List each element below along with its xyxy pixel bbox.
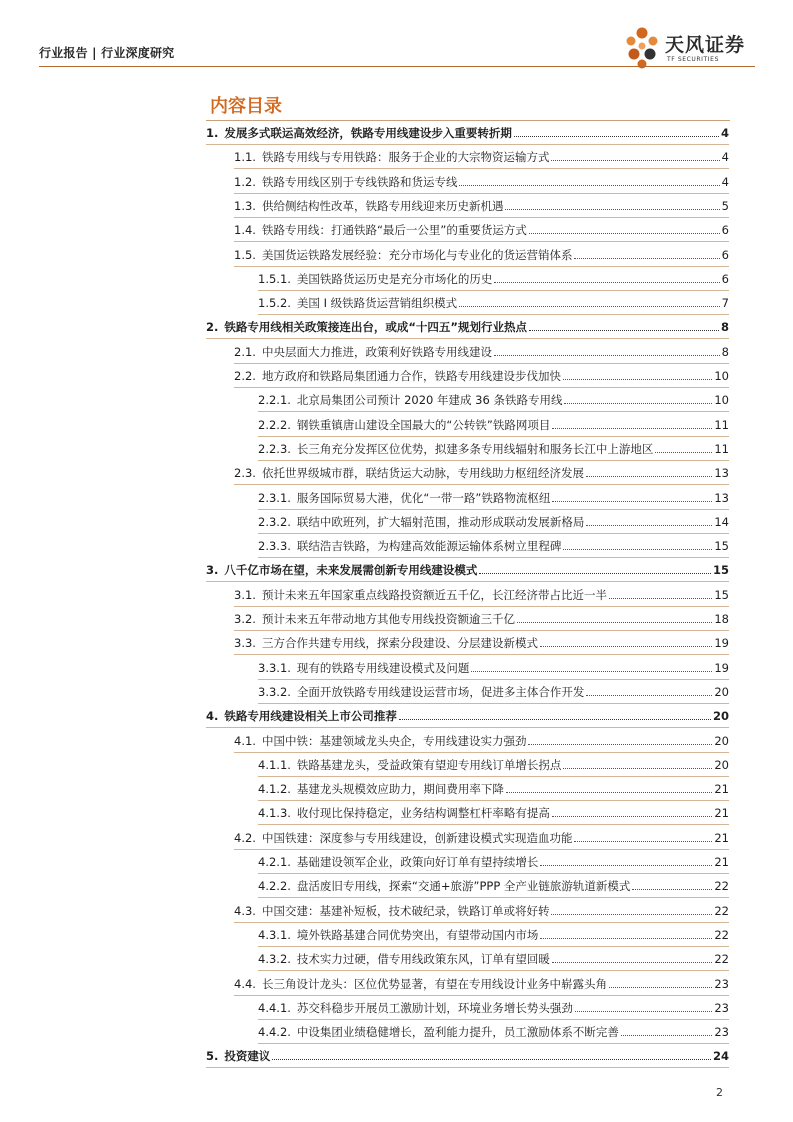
toc-entry-title: 现有的铁路专用线建设模式及问题: [296, 660, 470, 675]
toc-entry[interactable]: [258, 874, 729, 898]
toc-leader-dots: [272, 1058, 711, 1060]
toc-entry-number: 4.1.2.: [258, 782, 291, 797]
toc-entry[interactable]: [258, 291, 729, 315]
toc-entry-title: 联结浩吉铁路，为构建高效能源运输体系树立里程碑: [296, 539, 562, 554]
toc-entry-page: 13: [714, 466, 729, 481]
toc-entry-number: 4.2.1.: [258, 855, 291, 869]
toc-entry[interactable]: [234, 340, 729, 364]
toc-entry-title: 长三角充分发挥区位优势，拟建多条专用线辐射和服务长江中上游地区: [296, 441, 654, 456]
toc-entry[interactable]: [234, 461, 729, 485]
toc-entry-page: 13: [714, 490, 729, 505]
toc-entry[interactable]: [234, 170, 729, 194]
toc-entry[interactable]: [258, 923, 729, 947]
toc-entry-page: 21: [714, 855, 729, 869]
toc-entry-page: 21: [714, 830, 729, 845]
header-divider: [39, 66, 755, 67]
toc-entry-page: 6: [721, 223, 729, 238]
toc-leader-dots: [552, 500, 712, 502]
toc-entry-number: 4.4.: [234, 976, 256, 991]
toc-entry-title: 铁路专用线相关政策接连出台，或成“十四五”规划行业热点: [224, 320, 527, 335]
toc-leader-dots: [494, 354, 720, 356]
toc-leader-dots: [655, 451, 712, 453]
toc-entry-title: 长三角设计龙头：区位优势显著，有望在专用线设计业务中崭露头角: [261, 976, 607, 991]
toc-entry-page: 4: [720, 126, 729, 140]
toc-entry-title: 钢铁重镇唐山建设全国最大的“公转铁”铁路网项目: [296, 417, 551, 432]
toc-entry-page: 18: [714, 612, 729, 626]
toc-entry-title: 技术实力过硬，借专用线政策东风，订单有望回暖: [296, 952, 550, 967]
toc-entry-number: 2.3.3.: [258, 539, 291, 554]
toc-leader-dots: [506, 791, 712, 793]
toc-entry-page: 23: [714, 1000, 729, 1015]
toc-entry-page: 22: [714, 927, 729, 942]
toc-entry-number: 2.3.2.: [258, 514, 291, 529]
toc-entry-title: 铁路专用线与专用铁路：服务于企业的大宗物资运输方式: [261, 150, 550, 165]
toc-entry[interactable]: [206, 315, 729, 339]
toc-entry-number: 4.4.1.: [258, 1000, 291, 1015]
toc-entry-number: 4.2.2.: [258, 879, 291, 894]
toc-entry-title: 铁路专用线区别于专线铁路和货运专线: [261, 174, 458, 189]
toc-leader-dots: [540, 937, 712, 939]
toc-entry-title: 基建龙头规模效应助力，期间费用率下降: [296, 782, 504, 797]
toc-leader-dots: [529, 232, 720, 234]
toc-entry-title: 盘活废旧专用线，探索“交通+旅游”PPP 全产业链旅游轨道新模式: [296, 879, 631, 894]
toc-leader-dots: [563, 548, 712, 550]
toc-entry-number: 2.1.: [234, 344, 256, 359]
toc-entry-number: 1.3.: [234, 198, 256, 213]
toc-entry-title: 中央层面大力推进，政策利好铁路专用线建设: [261, 344, 492, 359]
toc-leader-dots: [574, 257, 719, 259]
toc-entry-number: 1.: [206, 126, 219, 140]
toc-leader-dots: [514, 135, 719, 137]
toc-entry-page: 4: [721, 174, 729, 189]
toc-entry-title: 铁路专用线：打通铁路“最后一公里”的重要货运方式: [261, 223, 527, 238]
toc-entry[interactable]: [234, 218, 729, 242]
toc-entry-title: 美国 I 级铁路货运营销组织模式: [296, 296, 458, 311]
toc-entry[interactable]: [234, 631, 729, 655]
toc-entry-page: 11: [714, 417, 729, 432]
toc-leader-dots: [551, 159, 719, 161]
toc-entry-page: 14: [714, 514, 729, 529]
toc-entry-number: 3.3.: [234, 636, 256, 651]
toc-row-divider: [206, 1067, 729, 1068]
toc-entry-title: 发展多式联运高效经济，铁路专用线建设步入重要转折期: [224, 126, 512, 140]
toc-leader-dots: [551, 913, 712, 915]
toc-entry-title: 预计未来五年带动地方其他专用线投资额逾三千亿: [261, 612, 515, 626]
toc-entry[interactable]: [206, 558, 729, 582]
toc-entry-title: 铁路基建龙头，受益政策有望迎专用线订单增长拐点: [296, 757, 562, 772]
toc-entry-title: 投资建议: [224, 1049, 271, 1064]
toc-entry-title: 北京局集团公司预计 2020 年建成 36 条铁路专用线: [296, 393, 563, 408]
toc-leader-dots: [459, 305, 720, 307]
toc-entry[interactable]: [206, 1044, 729, 1068]
toc-entry-number: 4.1.1.: [258, 757, 291, 772]
toc-entry-title: 苏交科稳步开展员工激励计划，环境业务增长势头强劲: [296, 1000, 573, 1015]
toc-entry-number: 4.1.: [234, 733, 256, 748]
toc-leader-dots: [586, 475, 712, 477]
toc-entry-number: 3.2.: [234, 612, 256, 626]
toc-entry-number: 2.: [206, 320, 219, 335]
toc-entry-page: 22: [714, 903, 729, 918]
toc-entry-number: 3.3.1.: [258, 660, 291, 675]
toc-entry[interactable]: [258, 680, 729, 704]
toc-leader-dots: [540, 864, 712, 866]
toc-leader-dots: [609, 986, 712, 988]
toc-entry-page: 21: [714, 806, 729, 821]
toc-entry[interactable]: [206, 121, 729, 145]
toc-entry-title: 中国交建：基建补短板，技术破纪录，铁路订单或将好转: [261, 903, 550, 918]
toc-entry-title: 中设集团业绩稳健增长，盈利能力提升，员工激励体系不断完善: [296, 1025, 619, 1040]
toc-entry[interactable]: [258, 510, 729, 534]
toc-entry-page: 4: [721, 150, 729, 165]
toc-leader-dots: [459, 184, 719, 186]
toc-entry-title: 预计未来五年国家重点线路投资额近五千亿，长江经济带占比近一半: [261, 587, 607, 602]
toc-leader-dots: [529, 329, 719, 331]
toc-entry-number: 3.3.2.: [258, 684, 291, 699]
toc-entry[interactable]: [234, 243, 729, 267]
toc-entry[interactable]: [258, 388, 729, 412]
toc-entry-page: 10: [714, 393, 729, 408]
toc-leader-dots: [564, 402, 712, 404]
toc-entry-title: 八千亿市场在望，未来发展需创新专用线建设模式: [224, 563, 478, 578]
toc-entry-title: 收付现比保持稳定，业务结构调整杠杆率略有提高: [296, 806, 550, 821]
toc-entry-title: 联结中欧班列，扩大辐射范围，推动形成联动发展新格局: [296, 514, 585, 529]
toc-entry-page: 20: [714, 733, 729, 748]
toc-entry-page: 10: [714, 369, 729, 383]
toc-entry[interactable]: [258, 1020, 729, 1044]
toc-entry-title: 美国铁路货运历史是充分市场化的历史: [296, 271, 493, 286]
toc-entry[interactable]: [258, 753, 729, 777]
toc-leader-dots: [621, 1034, 712, 1036]
toc-entry-number: 2.3.: [234, 466, 256, 481]
toc-entry-title: 美国货运铁路发展经验：充分市场化与专业化的货运营销体系: [261, 247, 573, 262]
toc-leader-dots: [517, 621, 712, 623]
toc-entry-title: 境外铁路基建合同优势突出，有望带动国内市场: [296, 927, 539, 942]
toc-entry-number: 4.3.: [234, 903, 256, 918]
toc-entry-page: 6: [721, 247, 729, 262]
toc-entry-page: 24: [712, 1049, 729, 1064]
toc-leader-dots: [552, 815, 712, 817]
toc-entry[interactable]: [258, 996, 729, 1020]
toc-entry-number: 4.3.1.: [258, 927, 291, 942]
toc-entry-number: 4.2.: [234, 830, 256, 845]
toc-entry-title: 全面开放铁路专用线建设运营市场，促进多主体合作开发: [296, 684, 585, 699]
toc-entry-number: 4.4.2.: [258, 1025, 291, 1040]
toc-leader-dots: [399, 718, 711, 720]
toc-entry[interactable]: [258, 534, 729, 558]
toc-entry-page: 22: [714, 879, 729, 894]
toc-entry-number: 2.3.1.: [258, 490, 291, 505]
toc-entry[interactable]: [258, 656, 729, 680]
toc-entry[interactable]: [258, 777, 729, 801]
toc-leader-dots: [471, 670, 712, 672]
toc-entry-title: 地方政府和铁路局集团通力合作，铁路专用线建设步伐加快: [261, 369, 561, 383]
toc-leader-dots: [552, 961, 712, 963]
toc-entry-page: 20: [714, 757, 729, 772]
toc-entry-number: 1.2.: [234, 174, 256, 189]
toc-leader-dots: [586, 694, 712, 696]
toc-entry-number: 1.5.2.: [258, 296, 291, 311]
toc-entry-page: 8: [721, 344, 729, 359]
toc-entry[interactable]: [258, 437, 729, 461]
toc-entry-title: 服务国际贸易大港，优化“一带一路”铁路物流枢纽: [296, 490, 551, 505]
toc-entry-number: 5.: [206, 1049, 219, 1064]
toc-leader-dots: [494, 281, 719, 283]
toc-entry[interactable]: [258, 801, 729, 825]
toc-leader-dots: [540, 645, 712, 647]
toc-entry[interactable]: [234, 972, 729, 996]
logo-flower-icon: [622, 26, 662, 70]
page-number: 2: [716, 1086, 723, 1099]
toc-entry[interactable]: [258, 486, 729, 510]
toc-entry-number: 1.5.: [234, 247, 256, 262]
toc-entry-title: 基础建设领军企业，政策向好订单有望持续增长: [296, 855, 539, 869]
toc-entry-number: 4.: [206, 709, 219, 724]
logo-name: 天风证券: [665, 34, 746, 56]
toc-leader-dots: [505, 208, 719, 210]
report-category: 行业报告 | 行业深度研究: [39, 46, 175, 60]
toc-leader-dots: [528, 743, 712, 745]
toc-entry-page: 21: [714, 782, 729, 797]
toc-entry[interactable]: [234, 729, 729, 753]
toc-leader-dots: [574, 840, 712, 842]
toc-entry-number: 3.1.: [234, 587, 256, 602]
toc-entry[interactable]: [234, 583, 729, 607]
logo-subtitle: TF SECURITIES: [667, 56, 719, 63]
toc-entry-number: 4.3.2.: [258, 952, 291, 967]
toc-entry[interactable]: [234, 899, 729, 923]
toc-title: 内容目录: [210, 96, 282, 117]
toc-entry-page: 11: [714, 441, 729, 456]
toc-leader-dots: [609, 597, 712, 599]
toc-entry[interactable]: [234, 607, 729, 631]
toc-entry-number: 1.1.: [234, 150, 256, 165]
toc-entry-page: 5: [721, 198, 729, 213]
toc-entry[interactable]: [234, 826, 729, 850]
toc-entry[interactable]: [258, 947, 729, 971]
toc-entry-number: 3.: [206, 563, 219, 578]
toc-entry-page: 20: [712, 709, 729, 724]
toc-leader-dots: [586, 524, 712, 526]
toc-entry-page: 15: [714, 587, 729, 602]
toc-entry[interactable]: [258, 850, 729, 874]
toc-leader-dots: [563, 378, 712, 380]
toc-entry[interactable]: [234, 364, 729, 388]
toc-entry-number: 2.2.3.: [258, 441, 291, 456]
toc-entry-title: 三方合作共建专用线，探索分段建设、分层建设新模式: [261, 636, 538, 651]
toc-entry-page: 19: [714, 636, 729, 651]
toc-entry[interactable]: [234, 145, 729, 169]
toc-entry-number: 1.5.1.: [258, 271, 291, 286]
toc-entry-page: 19: [714, 660, 729, 675]
toc-entry-page: 22: [714, 952, 729, 967]
toc-entry-page: 20: [714, 684, 729, 699]
toc-entry[interactable]: [258, 413, 729, 437]
toc-entry-page: 6: [721, 271, 729, 286]
toc-entry-number: 2.2.2.: [258, 417, 291, 432]
toc-entry-number: 2.2.: [234, 369, 256, 383]
toc-entry-page: 7: [721, 296, 729, 311]
toc-entry-page: 23: [714, 976, 729, 991]
toc-leader-dots: [575, 1010, 712, 1012]
toc-entry-page: 15: [714, 539, 729, 554]
toc-entry-page: 15: [712, 563, 729, 578]
toc-entry[interactable]: [258, 267, 729, 291]
toc-entry-title: 铁路专用线建设相关上市公司推荐: [224, 709, 397, 724]
toc-entry-page: 8: [720, 320, 729, 335]
toc-leader-dots: [479, 572, 711, 574]
toc-entry-title: 依托世界级城市群，联结货运大动脉，专用线助力枢纽经济发展: [261, 466, 584, 481]
toc-leader-dots: [552, 427, 712, 429]
toc-entry-page: 23: [714, 1025, 729, 1040]
toc-leader-dots: [632, 888, 712, 890]
toc-leader-dots: [563, 767, 712, 769]
toc-entry-number: 4.1.3.: [258, 806, 291, 821]
toc-entry[interactable]: [206, 704, 729, 728]
toc-entry-number: 2.2.1.: [258, 393, 291, 408]
toc-entry-number: 1.4.: [234, 223, 256, 238]
toc-entry-title: 中国铁建：深度参与专用线建设，创新建设模式实现造血功能: [261, 830, 573, 845]
toc-entry-title: 供给侧结构性改革，铁路专用线迎来历史新机遇: [261, 198, 504, 213]
toc-entry[interactable]: [234, 194, 729, 218]
toc-entry-title: 中国中铁：基建领域龙头央企，专用线建设实力强劲: [261, 733, 527, 748]
